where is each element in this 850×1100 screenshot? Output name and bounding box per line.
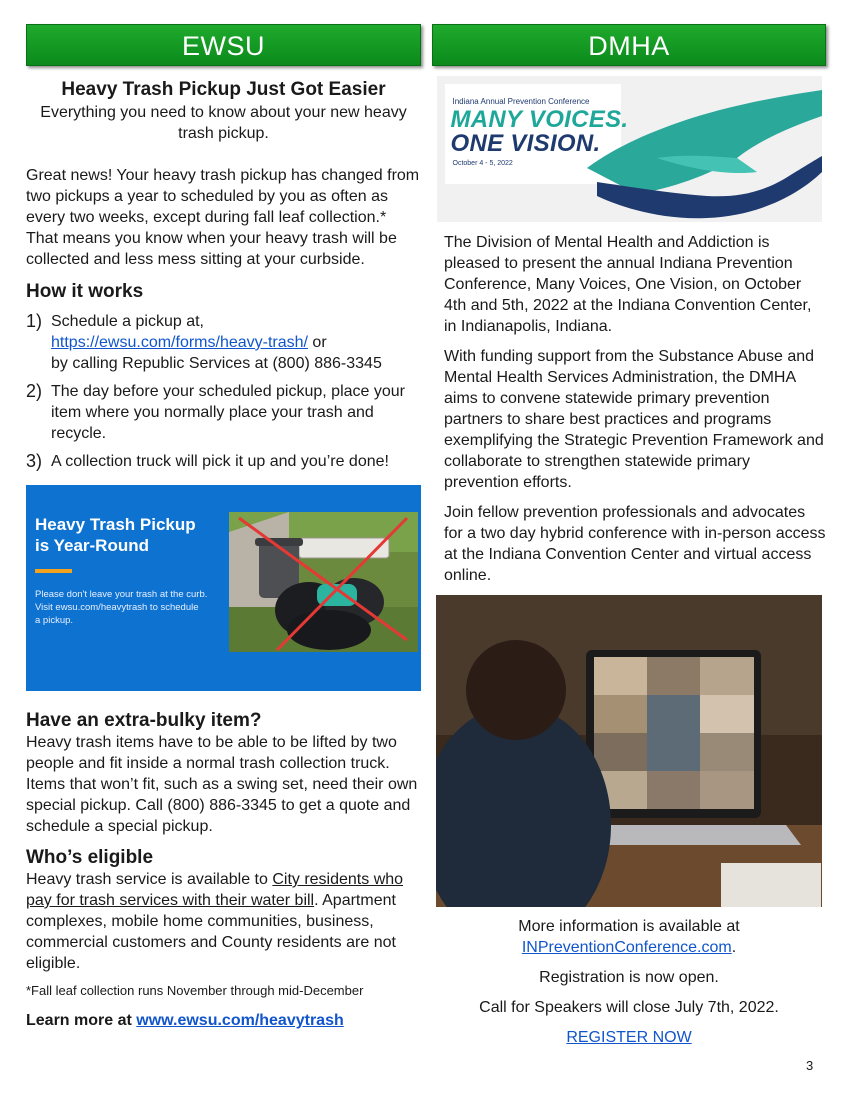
step-3: [26, 451, 421, 472]
step-2: [26, 381, 421, 444]
conference-small-title: Indiana Annual Prevention Conference: [452, 97, 590, 106]
step-number: 3): [26, 451, 43, 471]
page-number: 3: [806, 1058, 814, 1073]
speakers-deadline: Call for Speakers will close July 7th, 2022.: [479, 999, 779, 1016]
heavy-trash-form-link[interactable]: https://ewsu.com/forms/heavy-trash/: [51, 334, 308, 351]
steps-list: [26, 311, 421, 472]
eligibility-heading: Who’s eligible: [26, 847, 154, 868]
registration-status: Registration is now open.: [539, 969, 719, 986]
step-text: Schedule a pickup at,: [51, 313, 204, 330]
heavy-trash-promo-image: [26, 485, 421, 691]
ewsu-banner: EWSU: [26, 24, 421, 66]
eligibility-text: Heavy trash service is available to: [26, 871, 273, 888]
step-text: A collection truck will pick it up and you’re done!: [51, 453, 389, 470]
prevention-conference-link[interactable]: INPreventionConference.com: [521, 939, 732, 956]
article-subtitle: Everything you need to know about your new heavy trash pickup.: [40, 104, 407, 142]
dmha-banner: DMHA: [432, 24, 826, 66]
bulky-item-heading: Have an extra-bulky item?: [26, 710, 262, 731]
dmha-column: [432, 24, 826, 1048]
step-text: The day before your scheduled pickup, place your item where you normally place your trash and recycle.: [51, 383, 405, 442]
step-text: or: [307, 334, 327, 351]
dmha-paragraph-3: Join fellow prevention professionals and advocates for a two day hybrid conference with in-person access at the Indiana Convention Center and virtual access online.: [444, 504, 826, 584]
ewsu-heavytrash-link[interactable]: www.ewsu.com/heavytrash: [136, 1012, 344, 1029]
dmha-paragraph-2: With funding support from the Substance Abuse and Mental Health Services Administration, the DMHA aims to convene statewide primary prevention partners to share best practices and programs exemplifying the Strategic Prevention Framework and collaborate to strengthen statewide primary prevention efforts.: [444, 348, 824, 491]
footnote: *Fall leaf collection runs November through mid-December: [26, 983, 364, 998]
how-it-works-heading: How it works: [26, 281, 144, 302]
register-now-link[interactable]: REGISTER NOW: [566, 1029, 692, 1046]
register-now-line: [432, 1027, 826, 1048]
step-text: by calling Republic Services at (800) 886-3345: [51, 355, 382, 372]
more-info-period: .: [731, 939, 737, 956]
eligibility-text: . Apartment complexes, mobile home communities, business, commercial customers and County residents are not eligible.: [26, 892, 396, 972]
eligibility-paragraph: [26, 869, 421, 974]
step-1: [26, 311, 421, 374]
ewsu-column: [26, 24, 421, 1030]
learn-more-label: Learn more at: [26, 1012, 137, 1029]
promo-accent-bar: [35, 569, 72, 573]
promo-title: Heavy Trash Pickup is Year-Round: [35, 515, 196, 555]
conference-headline-1: MANY VOICES.: [450, 106, 629, 133]
learn-more: [26, 1012, 421, 1030]
promo-text: Please don't leave your trash at the curb. Visit ewsu.com/heavytrash to schedule a pickup.: [35, 589, 208, 626]
bulky-item-paragraph: Heavy trash items have to be able to be lifted by two people and fit inside a normal trash collection truck. Items that won’t fit, such as a swing set, need their own special pickup. Call (800) 886-3345 to get a quote and schedule a special pickup.: [26, 734, 418, 835]
conference-logo-image: [437, 76, 822, 222]
more-info-link-line: [432, 937, 826, 958]
article-title: Heavy Trash Pickup Just Got Easier: [61, 79, 386, 100]
video-conference-laptop-photo: [436, 595, 822, 907]
conference-headline-2: ONE VISION.: [450, 130, 601, 157]
trash-bags-photo: [229, 512, 418, 652]
intro-paragraph: Great news! Your heavy trash pickup has changed from two pickups a year to scheduled by you as often as every two weeks, except during fall leaf collection.* That means you know when your heavy trash will be collected and less mess sitting at your curbside.: [26, 167, 420, 268]
more-info-line: More information is available at: [518, 918, 740, 935]
conference-dates: October 4 - 5, 2022: [452, 160, 513, 167]
step-number: 2): [26, 381, 43, 401]
eligibility-emphasis: City residents who pay for trash services with their water bill: [26, 871, 404, 909]
step-number: 1): [26, 311, 43, 331]
dmha-paragraph-1: The Division of Mental Health and Addiction is pleased to present the annual Indiana Prevention Conference, Many Voices, One Vision, on October 4th and 5th, 2022 at the Indiana Convention Center, in Indianapolis, Indiana.: [444, 234, 812, 335]
